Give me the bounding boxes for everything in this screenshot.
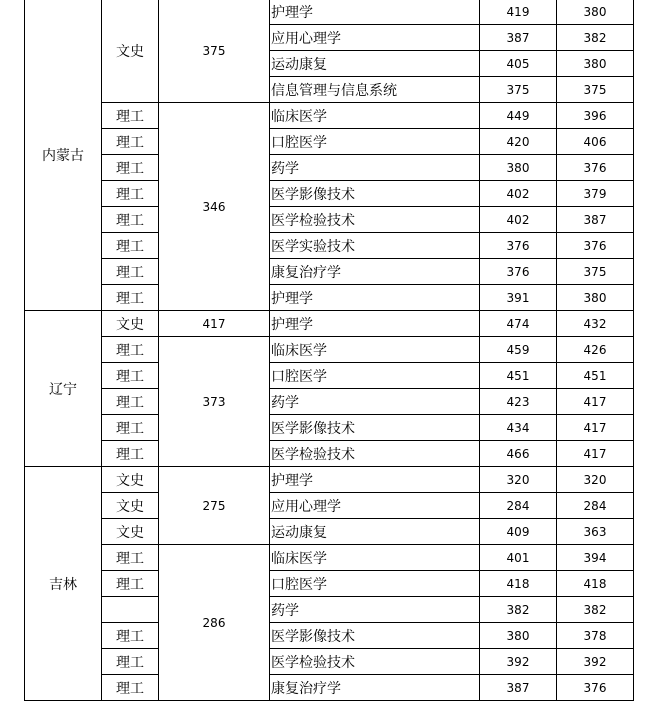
major-name-cell: 运动康复 xyxy=(270,519,480,545)
max-score-cell: 423 xyxy=(480,389,557,415)
max-score-cell: 380 xyxy=(480,155,557,181)
min-score-cell: 387 xyxy=(557,207,634,233)
max-score-cell: 387 xyxy=(480,25,557,51)
track-cell: 文史 xyxy=(102,519,159,545)
major-name-cell: 应用心理学 xyxy=(270,25,480,51)
max-score-cell: 380 xyxy=(480,623,557,649)
min-score-cell: 417 xyxy=(557,389,634,415)
major-name-cell: 康复治疗学 xyxy=(270,675,480,701)
track-cell: 理工 xyxy=(102,103,159,129)
track-cell: 理工 xyxy=(102,181,159,207)
min-score-cell: 382 xyxy=(557,25,634,51)
track-cell: 文史 xyxy=(102,311,159,337)
max-score-cell: 418 xyxy=(480,571,557,597)
track-cell: 文史 xyxy=(102,0,159,103)
table-row xyxy=(25,285,634,311)
min-score-cell: 396 xyxy=(557,103,634,129)
track-cell: 理工 xyxy=(102,155,159,181)
major-name-cell: 护理学 xyxy=(270,467,480,493)
table-row xyxy=(25,0,634,25)
table-row xyxy=(25,337,634,363)
table-row xyxy=(25,571,634,597)
max-score-cell: 376 xyxy=(480,233,557,259)
province-cell: 内蒙古 xyxy=(25,0,102,311)
min-score-cell: 376 xyxy=(557,155,634,181)
track-cell: 理工 xyxy=(102,233,159,259)
max-score-cell: 474 xyxy=(480,311,557,337)
table-row xyxy=(25,129,634,155)
max-score-cell: 401 xyxy=(480,545,557,571)
min-score-cell: 392 xyxy=(557,649,634,675)
table-row xyxy=(25,207,634,233)
table-row xyxy=(25,519,634,545)
track-cell: 理工 xyxy=(102,285,159,311)
major-name-cell: 护理学 xyxy=(270,311,480,337)
major-name-cell: 医学影像技术 xyxy=(270,181,480,207)
table-row xyxy=(25,649,634,675)
table-row xyxy=(25,441,634,467)
track-cell: 理工 xyxy=(102,389,159,415)
max-score-cell: 466 xyxy=(480,441,557,467)
max-score-cell: 392 xyxy=(480,649,557,675)
province-cell: 辽宁 xyxy=(25,311,102,467)
max-score-cell: 387 xyxy=(480,675,557,701)
table-row xyxy=(25,467,634,493)
table-row xyxy=(25,233,634,259)
track-cell: 理工 xyxy=(102,259,159,285)
min-score-cell: 380 xyxy=(557,0,634,25)
min-score-cell: 378 xyxy=(557,623,634,649)
min-score-cell: 382 xyxy=(557,597,634,623)
cutoff-score-cell: 275 xyxy=(159,467,270,545)
track-cell: 文史 xyxy=(102,467,159,493)
min-score-cell: 376 xyxy=(557,233,634,259)
table-row xyxy=(25,155,634,181)
major-name-cell: 口腔医学 xyxy=(270,363,480,389)
major-name-cell: 运动康复 xyxy=(270,51,480,77)
track-cell: 理工 xyxy=(102,207,159,233)
table-row xyxy=(25,493,634,519)
max-score-cell: 459 xyxy=(480,337,557,363)
max-score-cell: 451 xyxy=(480,363,557,389)
cutoff-score-cell: 375 xyxy=(159,0,270,103)
table-row xyxy=(25,311,634,337)
track-cell: 理工 xyxy=(102,675,159,701)
min-score-cell: 451 xyxy=(557,363,634,389)
min-score-cell: 379 xyxy=(557,181,634,207)
track-cell: 文史 xyxy=(102,493,159,519)
track-cell: 理工 xyxy=(102,623,159,649)
min-score-cell: 375 xyxy=(557,259,634,285)
province-cell: 吉林 xyxy=(25,467,102,701)
table-row xyxy=(25,259,634,285)
cutoff-score-cell: 346 xyxy=(159,103,270,311)
max-score-cell: 375 xyxy=(480,77,557,103)
track-cell: 理工 xyxy=(102,415,159,441)
major-name-cell: 信息管理与信息系统 xyxy=(270,77,480,103)
major-name-cell: 药学 xyxy=(270,389,480,415)
min-score-cell: 406 xyxy=(557,129,634,155)
track-cell: 理工 xyxy=(102,337,159,363)
major-name-cell: 临床医学 xyxy=(270,103,480,129)
min-score-cell: 284 xyxy=(557,493,634,519)
min-score-cell: 380 xyxy=(557,51,634,77)
track-cell: 理工 xyxy=(102,363,159,389)
table-row xyxy=(25,623,634,649)
major-name-cell: 临床医学 xyxy=(270,337,480,363)
max-score-cell: 402 xyxy=(480,207,557,233)
table-row xyxy=(25,389,634,415)
table-row xyxy=(25,181,634,207)
max-score-cell: 420 xyxy=(480,129,557,155)
max-score-cell: 419 xyxy=(480,0,557,25)
min-score-cell: 426 xyxy=(557,337,634,363)
cutoff-score-cell: 417 xyxy=(159,311,270,337)
track-cell: 理工 xyxy=(102,129,159,155)
table-row xyxy=(25,415,634,441)
track-cell: 理工 xyxy=(102,571,159,597)
max-score-cell: 409 xyxy=(480,519,557,545)
major-name-cell: 应用心理学 xyxy=(270,493,480,519)
max-score-cell: 434 xyxy=(480,415,557,441)
major-name-cell: 口腔医学 xyxy=(270,571,480,597)
major-name-cell: 医学影像技术 xyxy=(270,623,480,649)
min-score-cell: 394 xyxy=(557,545,634,571)
major-name-cell: 护理学 xyxy=(270,285,480,311)
major-name-cell: 医学检验技术 xyxy=(270,441,480,467)
major-name-cell: 医学检验技术 xyxy=(270,207,480,233)
min-score-cell: 417 xyxy=(557,441,634,467)
major-name-cell: 药学 xyxy=(270,155,480,181)
max-score-cell: 320 xyxy=(480,467,557,493)
track-cell xyxy=(102,597,159,623)
major-name-cell: 药学 xyxy=(270,597,480,623)
min-score-cell: 418 xyxy=(557,571,634,597)
min-score-cell: 363 xyxy=(557,519,634,545)
table-row xyxy=(25,103,634,129)
major-name-cell: 护理学 xyxy=(270,0,480,25)
major-name-cell: 医学影像技术 xyxy=(270,415,480,441)
min-score-cell: 320 xyxy=(557,467,634,493)
table-row xyxy=(25,545,634,571)
min-score-cell: 376 xyxy=(557,675,634,701)
min-score-cell: 417 xyxy=(557,415,634,441)
score-table-body xyxy=(25,0,634,701)
major-name-cell: 临床医学 xyxy=(270,545,480,571)
table-row xyxy=(25,597,634,623)
table-row xyxy=(25,363,634,389)
track-cell: 理工 xyxy=(102,649,159,675)
max-score-cell: 376 xyxy=(480,259,557,285)
major-name-cell: 口腔医学 xyxy=(270,129,480,155)
admission-score-table xyxy=(24,0,634,701)
max-score-cell: 405 xyxy=(480,51,557,77)
cutoff-score-cell: 373 xyxy=(159,337,270,467)
major-name-cell: 医学实验技术 xyxy=(270,233,480,259)
major-name-cell: 康复治疗学 xyxy=(270,259,480,285)
max-score-cell: 382 xyxy=(480,597,557,623)
major-name-cell: 医学检验技术 xyxy=(270,649,480,675)
track-cell: 理工 xyxy=(102,545,159,571)
min-score-cell: 432 xyxy=(557,311,634,337)
max-score-cell: 284 xyxy=(480,493,557,519)
min-score-cell: 375 xyxy=(557,77,634,103)
max-score-cell: 449 xyxy=(480,103,557,129)
table-row xyxy=(25,675,634,701)
track-cell: 理工 xyxy=(102,441,159,467)
max-score-cell: 402 xyxy=(480,181,557,207)
cutoff-score-cell: 286 xyxy=(159,545,270,701)
min-score-cell: 380 xyxy=(557,285,634,311)
max-score-cell: 391 xyxy=(480,285,557,311)
